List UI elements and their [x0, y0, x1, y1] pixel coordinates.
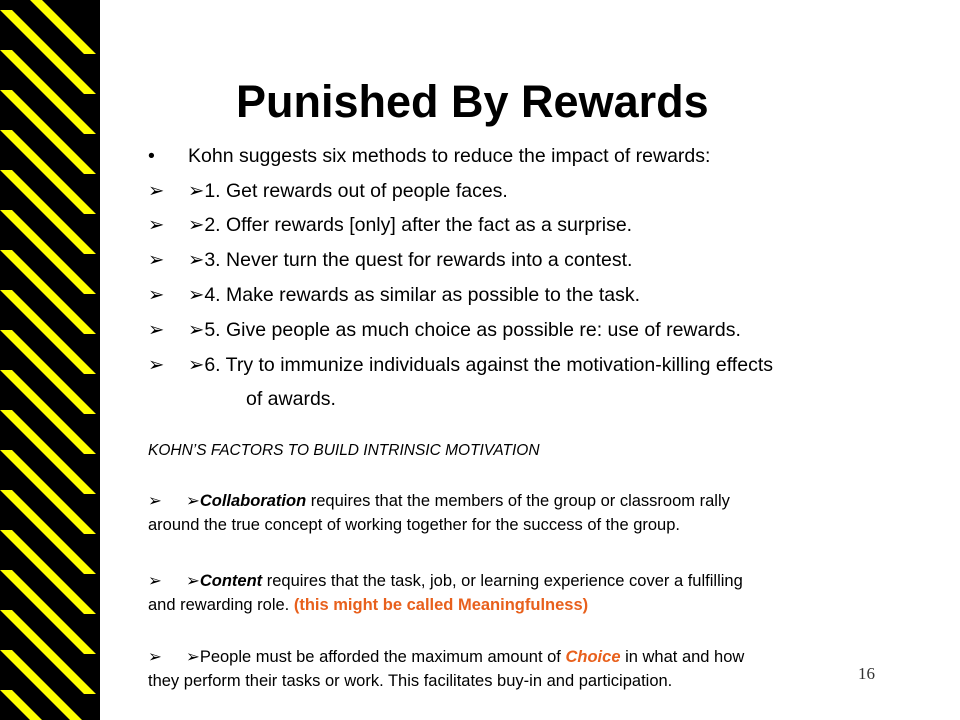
arrow-bullet-icon: ➢ — [148, 284, 165, 306]
page-number: 16 — [858, 664, 875, 683]
method-text-continuation: of awards. — [246, 388, 336, 410]
arrow-bullet-icon: ➢ — [148, 648, 162, 666]
arrow-bullet-icon: ➢ — [148, 319, 165, 341]
arrow-bullet-icon: ➢ — [148, 180, 165, 202]
arrow-bullet-icon: ➢ — [148, 492, 162, 510]
method-text: ➢2. Offer rewards [only] after the fact as a surprise. — [188, 214, 633, 236]
factor-line: ➢Content requires that the task, job, or learning experience cover a fulfilling — [186, 572, 743, 590]
arrow-bullet-icon: ➢ — [148, 214, 165, 236]
intro-text: Kohn suggests six methods to reduce the impact of rewards: — [188, 145, 711, 167]
arrow-bullet-icon: ➢ — [148, 354, 165, 376]
factors-heading: KOHN’S FACTORS TO BUILD INTRINSIC MOTIVATION — [148, 442, 540, 459]
bullet-dot-icon: • — [148, 145, 155, 167]
factor-line: they perform their tasks or work. This facilitates buy-in and participation. — [148, 672, 673, 690]
slide-title: Punished By Rewards — [236, 76, 709, 127]
factor-line: ➢Collaboration requires that the members of the group or classroom rally — [186, 492, 730, 510]
highlight-text: (this might be called Meaningfulness) — [293, 596, 589, 614]
factor-line: around the true concept of working together for the success of the group. — [148, 516, 680, 534]
method-text: ➢1. Get rewards out of people faces. — [188, 180, 508, 202]
method-text: ➢3. Never turn the quest for rewards into a contest. — [188, 249, 633, 271]
arrow-bullet-icon: ➢ — [148, 249, 165, 271]
factor-line: and rewarding role. (this might be called Meaningfulness) — [148, 596, 589, 614]
factor-keyword: Content — [199, 572, 263, 590]
factor-line: ➢People must be afforded the maximum amount of Choice in what and how — [186, 648, 745, 666]
decorative-stripe-band — [0, 0, 100, 720]
method-text: ➢5. Give people as much choice as possible re: use of rewards. — [188, 319, 741, 341]
method-text: ➢6. Try to immunize individuals against the motivation-killing effects — [188, 354, 773, 376]
factor-keyword: Collaboration — [199, 492, 307, 510]
factor-keyword: Choice — [565, 648, 621, 666]
arrow-bullet-icon: ➢ — [148, 572, 162, 590]
method-text: ➢4. Make rewards as similar as possible to the task. — [188, 284, 641, 306]
